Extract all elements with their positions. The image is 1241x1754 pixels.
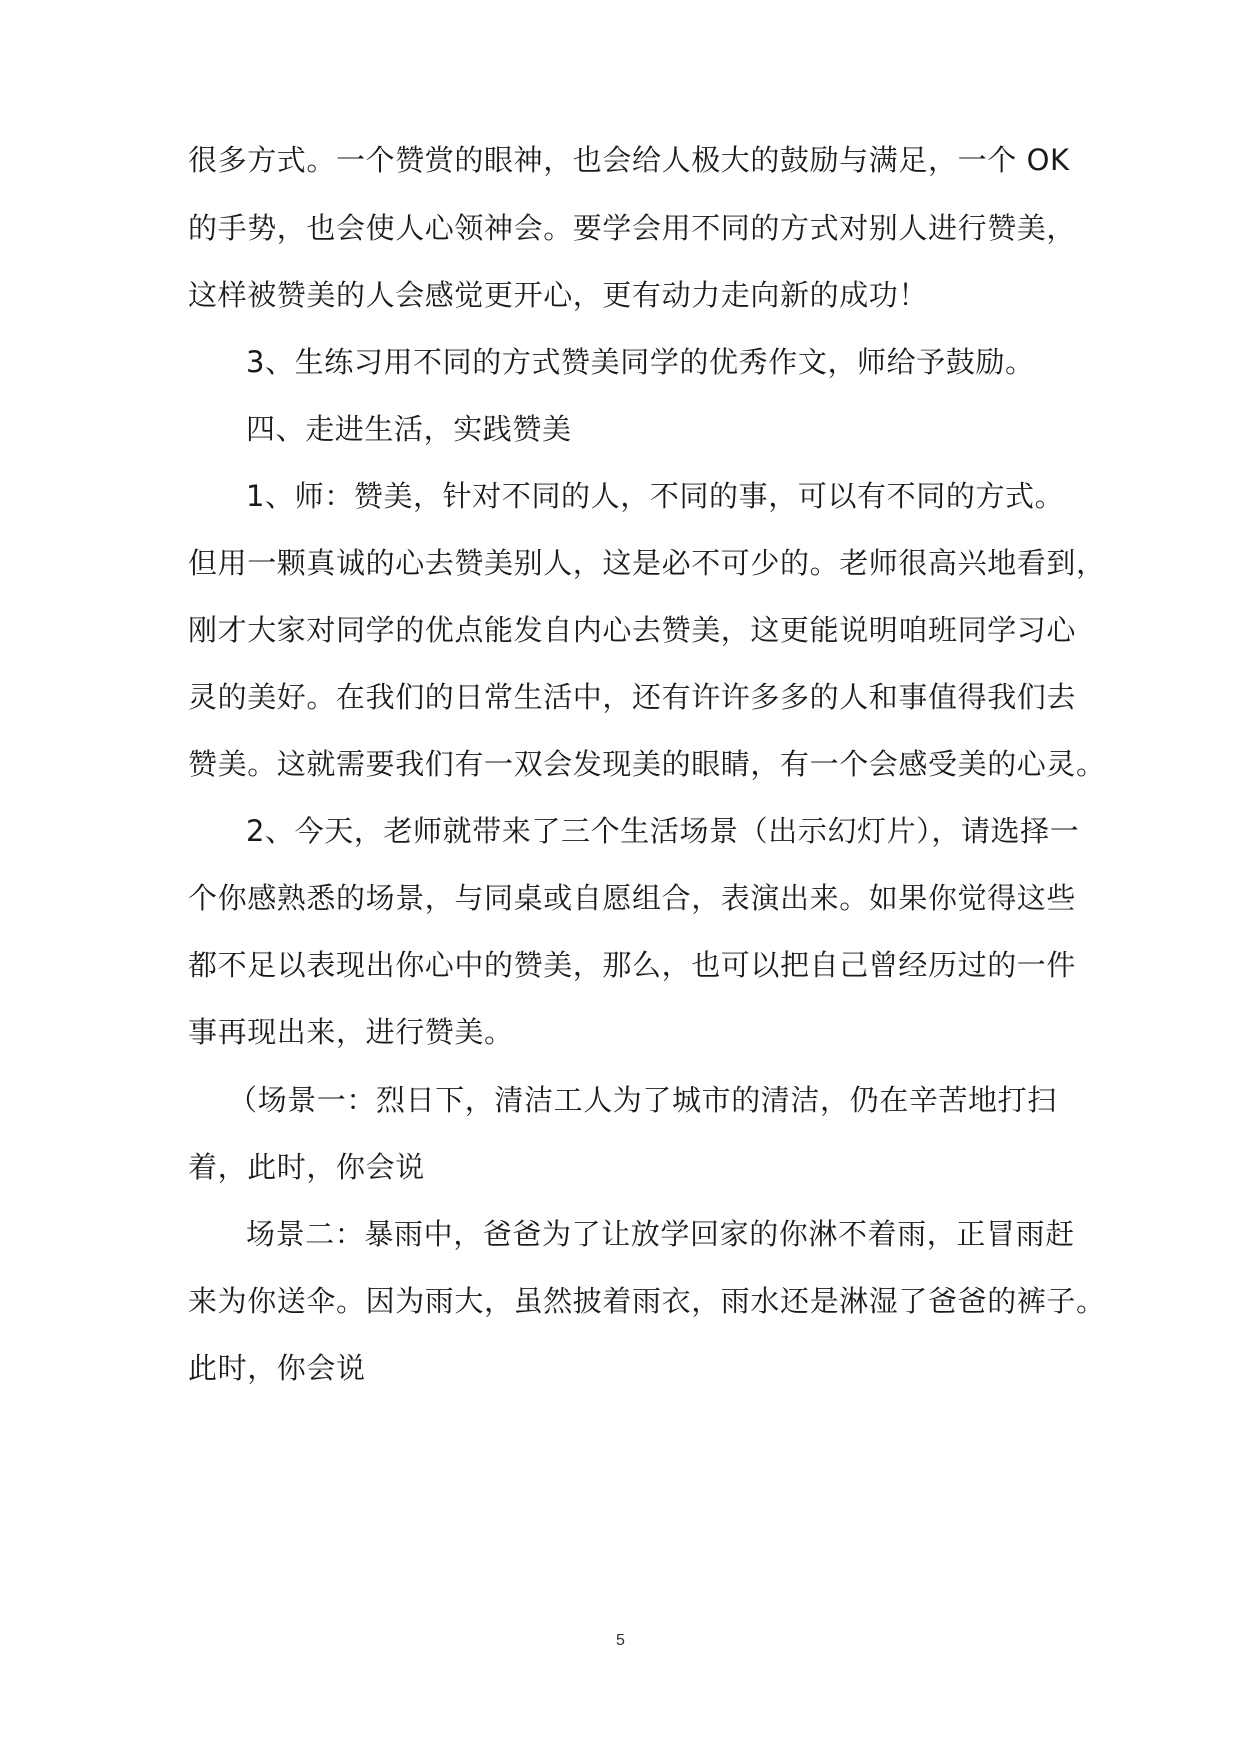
- text-line: 来为你送伞。因为雨大，虽然披着雨衣，雨水还是淋湿了爸爸的裤子。: [188, 1284, 1106, 1318]
- text-line: 但用一颗真诚的心去赞美别人，这是必不可少的。老师很高兴地看到，: [188, 546, 1106, 580]
- page-number: 5: [616, 1632, 625, 1649]
- text-line: 着，此时，你会说: [188, 1150, 425, 1184]
- section-heading: 四、走进生活，实践赞美: [246, 412, 572, 446]
- text-line: 1、师：赞美，针对不同的人，不同的事，可以有不同的方式。: [246, 479, 1065, 513]
- text-line: 很多方式。一个赞赏的眼神，也会给人极大的鼓励与满足，一个 OK: [188, 143, 1070, 177]
- text-line: 都不足以表现出你心中的赞美，那么，也可以把自己曾经历过的一件: [188, 948, 1077, 982]
- text-line: 的手势，也会使人心领神会。要学会用不同的方式对别人进行赞美，: [188, 211, 1077, 245]
- text-line: 场景二：暴雨中，爸爸为了让放学回家的你淋不着雨，正冒雨赶: [246, 1217, 1075, 1251]
- text-line: 这样被赞美的人会感觉更开心，更有动力走向新的成功！: [188, 278, 929, 312]
- text-line: 赞美。这就需要我们有一双会发现美的眼睛，有一个会感受美的心灵。: [188, 747, 1106, 781]
- text-line: 此时，你会说: [188, 1351, 366, 1385]
- text-line: 2、今天，老师就带来了三个生活场景（出示幻灯片），请选择一: [246, 814, 1080, 848]
- text-line: （场景一：烈日下，清洁工人为了城市的清洁，仍在辛苦地打扫: [228, 1083, 1057, 1117]
- text-line: 事再现出来，进行赞美。: [188, 1015, 514, 1049]
- text-line: 刚才大家对同学的优点能发自内心去赞美，这更能说明咱班同学习心: [188, 613, 1077, 647]
- text-line: 3、生练习用不同的方式赞美同学的优秀作文，师给予鼓励。: [246, 345, 1035, 379]
- text-line: 个你感熟悉的场景，与同桌或自愿组合，表演出来。如果你觉得这些: [188, 881, 1077, 915]
- text-line: 灵的美好。在我们的日常生活中，还有许许多多的人和事值得我们去: [188, 680, 1077, 714]
